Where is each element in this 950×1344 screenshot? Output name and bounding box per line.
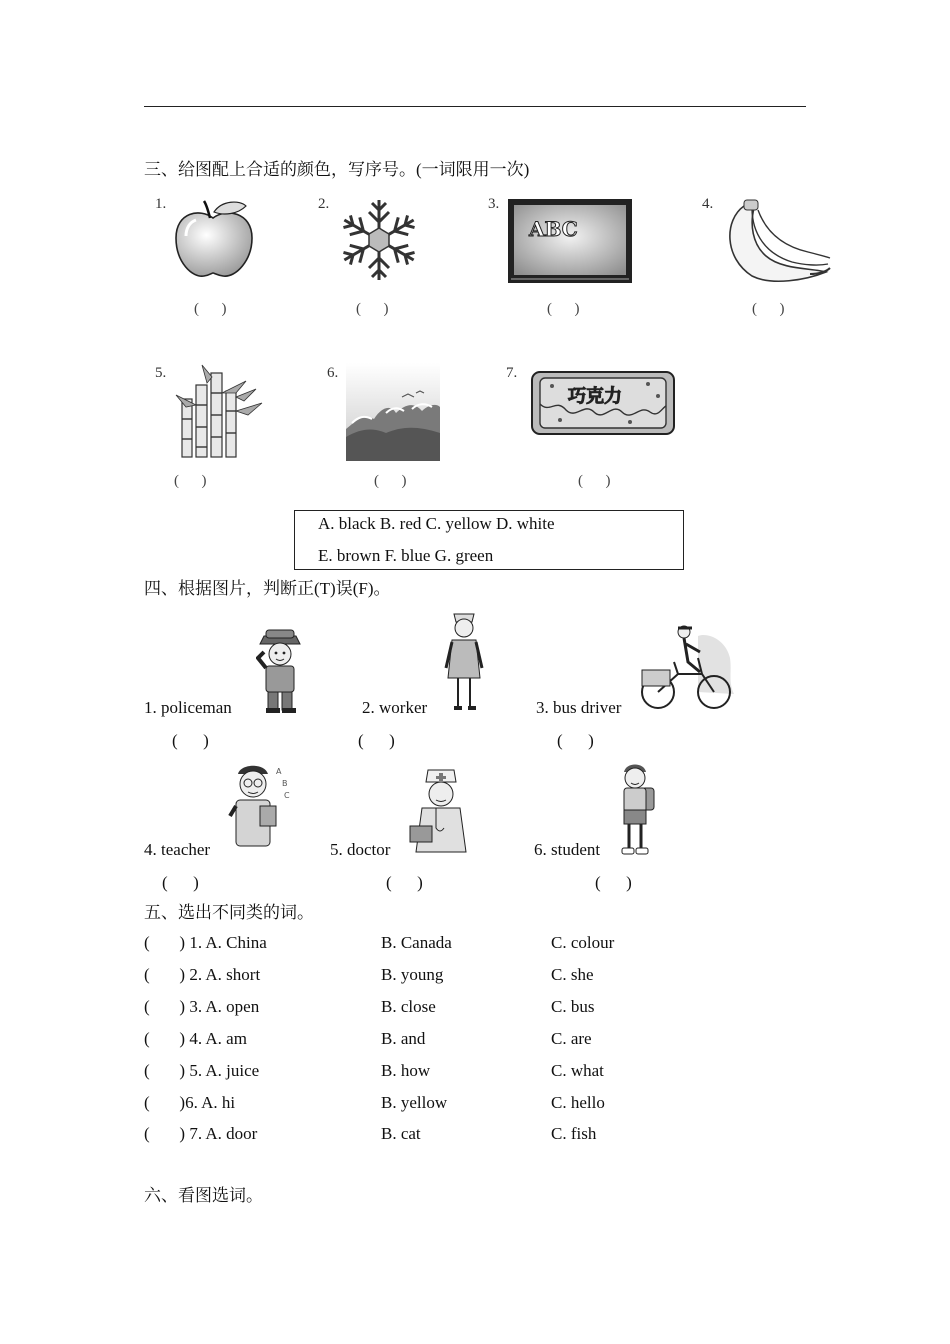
odd-one-out-q4-b: B. and [381,1029,426,1048]
blackboard-image [507,198,633,284]
odd-one-out-q2-c: C. she [551,965,594,984]
odd-one-out-q7[interactable]: ( ) 7. A. door [144,1124,258,1143]
bus-driver-image [638,622,734,712]
odd-one-out-q1-b: B. Canada [381,933,452,952]
odd-one-out-q2-b: B. young [381,965,444,984]
odd-one-out-q7-b: B. cat [381,1124,421,1143]
header-rule [144,106,806,107]
sea-waves-image [346,363,440,461]
item3-label: 3. bus driver [536,698,622,717]
item1-label: 1. policeman [144,698,232,717]
odd-one-out-q5-b: B. how [381,1061,431,1080]
teacher-image [228,762,298,854]
pic5-number: 5. [155,365,167,381]
item2-label: 2. worker [362,698,428,717]
item5-label: 5. doctor [330,840,391,859]
bamboo-image [172,363,264,459]
odd-one-out-q5-c: C. what [551,1061,604,1080]
section5-title: 五、选出不同类的词。 [144,903,314,922]
bananas-image [722,198,832,284]
pic3-number: 3. [488,196,500,212]
odd-one-out-q4[interactable]: ( ) 4. A. am [144,1029,247,1048]
pic1-number: 1. [155,196,167,212]
item4-label: 4. teacher [144,840,211,859]
worker-image [440,608,488,714]
section6-title: 六、看图选词。 [144,1186,263,1205]
chocolate-bar-text: 巧克力 [568,386,622,407]
pic3-answer-paren[interactable]: ( ) [547,301,580,317]
odd-one-out-q1-c: C. colour [551,933,615,952]
item1-answer-paren[interactable]: ( ) [172,731,209,750]
pic7-answer-paren[interactable]: ( ) [578,473,611,489]
color-options-box [294,510,684,570]
section3-title: 三、给图配上合适的颜色，写序号。(一词限用一次) [144,160,530,179]
pic2-answer-paren[interactable]: ( ) [356,301,389,317]
item6-answer-paren[interactable]: ( ) [595,873,632,892]
odd-one-out-q4-c: C. are [551,1029,592,1048]
odd-one-out-q6-c: C. hello [551,1093,605,1112]
odd-one-out-q1[interactable]: ( ) 1. A. China [144,933,267,952]
svg-text:A: A [276,767,282,776]
pic4-number: 4. [702,196,714,212]
student-image [612,762,658,858]
item4-answer-paren[interactable]: ( ) [162,873,199,892]
chocolate-bar-image [530,368,676,438]
pic5-answer-paren[interactable]: ( ) [174,473,207,489]
odd-one-out-q7-c: C. fish [551,1124,597,1143]
svg-text:B: B [282,779,288,788]
pic1-answer-paren[interactable]: ( ) [194,301,227,317]
odd-one-out-q6-b: B. yellow [381,1093,448,1112]
color-options-row2: E. brown F. blue G. green [318,546,494,565]
policeman-image [256,628,304,714]
item5-answer-paren[interactable]: ( ) [386,873,423,892]
blackboard-text: ABC [529,217,578,241]
odd-one-out-q2[interactable]: ( ) 2. A. short [144,965,261,984]
item2-answer-paren[interactable]: ( ) [358,731,395,750]
color-options-row1: A. black B. red C. yellow D. white [318,514,555,533]
odd-one-out-q3-c: C. bus [551,997,595,1016]
apple-image [170,196,256,282]
pic6-number: 6. [327,365,339,381]
doctor-image [406,768,474,854]
pic2-number: 2. [318,196,330,212]
odd-one-out-q3[interactable]: ( ) 3. A. open [144,997,260,1016]
odd-one-out-q5[interactable]: ( ) 5. A. juice [144,1061,260,1080]
item3-answer-paren[interactable]: ( ) [557,731,594,750]
section4-title: 四、根据图片，判断正(T)误(F)。 [144,579,391,598]
pic7-number: 7. [506,365,518,381]
svg-text:C: C [284,791,290,800]
item6-label: 6. student [534,840,601,859]
odd-one-out-q3-b: B. close [381,997,436,1016]
snowflake-image [335,196,423,284]
pic6-answer-paren[interactable]: ( ) [374,473,407,489]
pic4-answer-paren[interactable]: ( ) [752,301,785,317]
odd-one-out-q6[interactable]: ( )6. A. hi [144,1093,236,1112]
